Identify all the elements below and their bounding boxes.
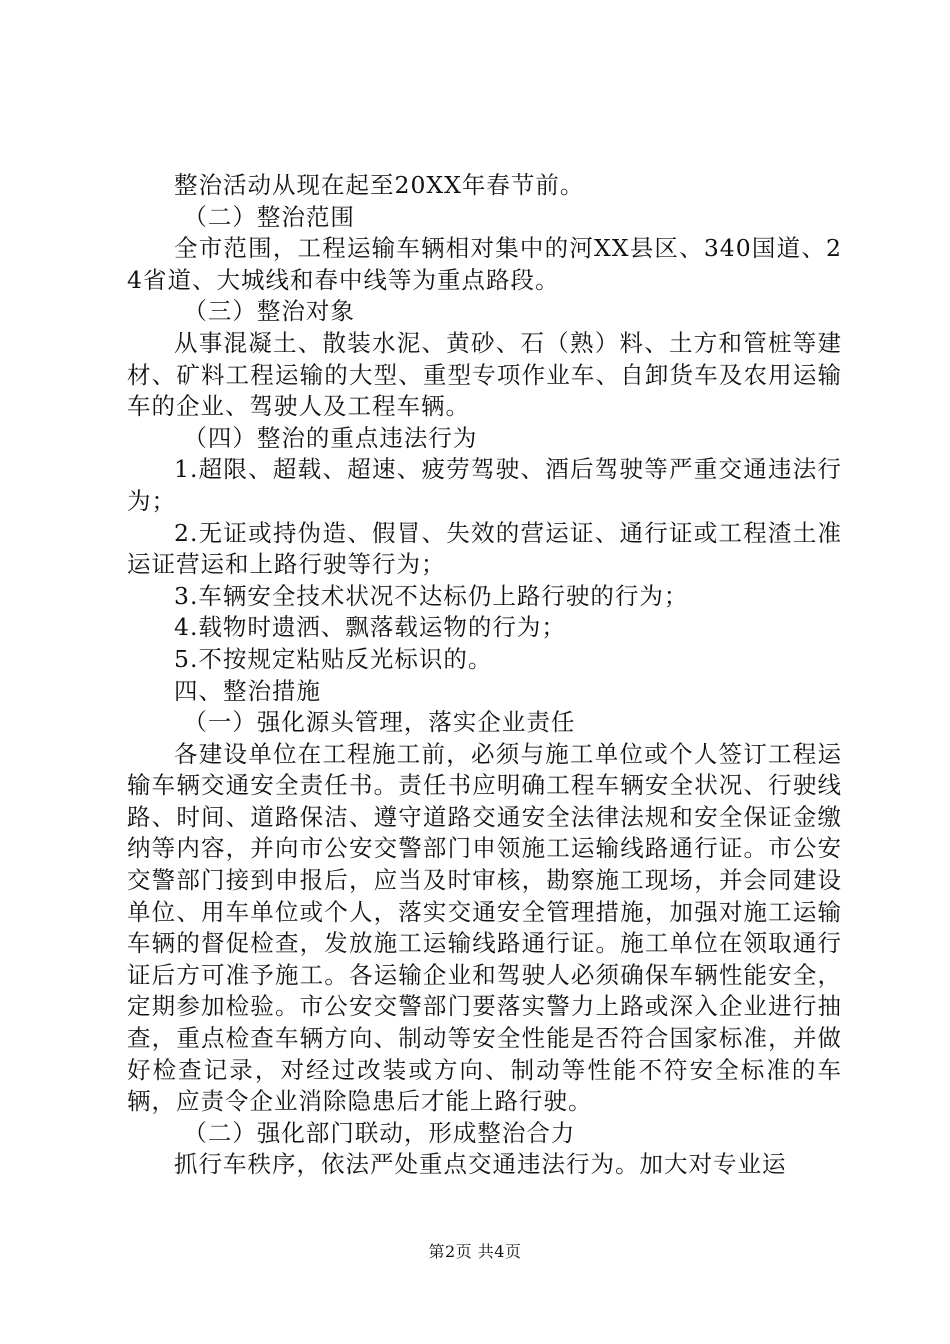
document-body	[127, 170, 842, 1181]
list-item: 1.超限、超载、超速、疲劳驾驶、酒后驾驶等严重交通违法行为；	[127, 455, 842, 515]
section-heading: （一）强化源头管理，落实企业责任	[183, 708, 576, 737]
paragraph: 从事混凝土、散装水泥、黄砂、石（熟）料、土方和管桩等建材、矿料工程运输的大型、重型专项作业车、自卸货车及农用运输车的企业、驾驶人及工程车辆。	[127, 328, 842, 421]
page-footer: 第2页 共4页	[428, 1242, 522, 1261]
section-heading: （二）强化部门联动，形成整治合力	[183, 1118, 576, 1147]
paragraph: 全市范围，工程运输车辆相对集中的河XX县区、340国道、24省道、大城线和春中线等为重点路段。	[127, 234, 842, 294]
paragraph: 整治活动从现在起至20XX年春节前。	[174, 171, 585, 199]
list-item: 4.载物时遗洒、飘落载运物的行为；	[174, 613, 566, 642]
paragraph: 抓行车秩序，依法严处重点交通违法行为。加大对专业运	[174, 1150, 787, 1179]
list-item: 5.不按规定粘贴反光标识的。	[174, 644, 493, 673]
section-heading: （四）整治的重点违法行为	[183, 423, 478, 452]
list-item: 3.车辆安全技术状况不达标仍上路行驶的行为；	[174, 581, 689, 610]
list-item: 2.无证或持伪造、假冒、失效的营运证、通行证或工程渣土准运证营运和上路行驶等行为；	[127, 518, 842, 579]
section-heading: （三）整治对象	[183, 297, 355, 326]
section-heading: （二）整治范围	[183, 202, 355, 231]
section-heading: 四、整治措施	[174, 676, 321, 705]
paragraph: 各建设单位在工程施工前，必须与施工单位或个人签订工程运输车辆交通安全责任书。责任书应明确工程车辆安全状况、行驶线路、时间、道路保洁、遵守道路交通安全法律法规和安全保证金缴纳等内容，并向市公安交警部门申领施工运输线路通行证。市公安交警部门接到申报后，应当及时审核，勘察施工现场，并会同建设单位、用车单位或个人，落实交通安全管理措施，加强对施工运输车辆的督促检查，发放施工运输线路通行证。施工单位在领取通行证后方可准予施工。各运输企业和驾驶人必须确保车辆性能安全，定期参加检验。市公安交警部门要落实警力上路或深入企业进行抽查，重点检查车辆方向、制动等安全性能是否符合国家标准，并做好检查记录，对经过改装或方向、制动等性能不符安全标准的车辆，应责令企业消除隐患后才能上路行驶。	[127, 739, 842, 1116]
